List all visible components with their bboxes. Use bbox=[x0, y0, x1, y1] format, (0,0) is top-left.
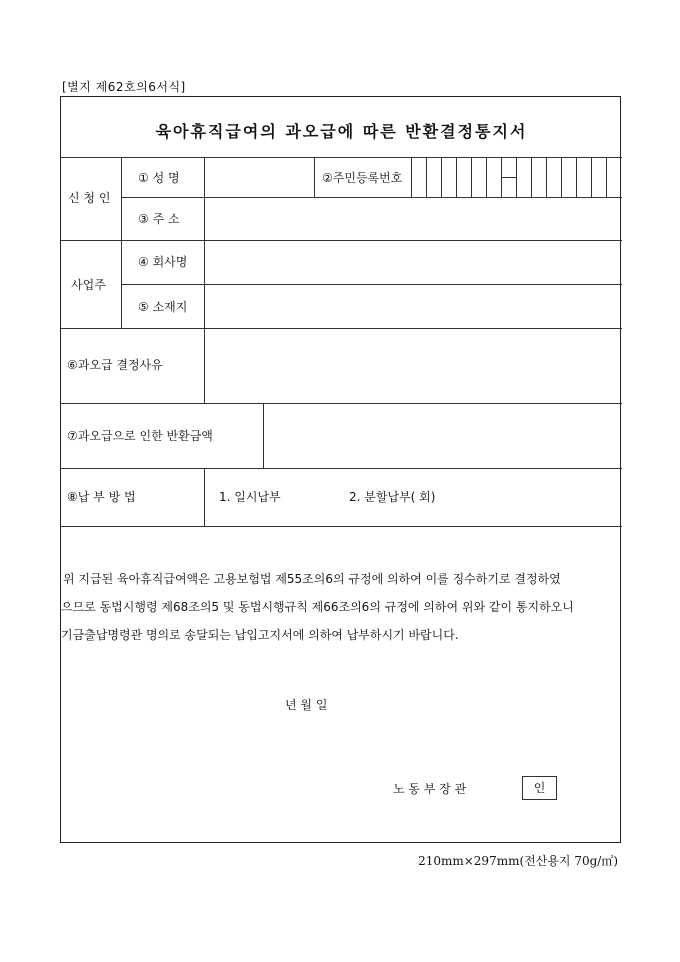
column-divider bbox=[263, 403, 264, 468]
notice-line-2: 으므로 동법시행령 제68조의5 및 동법시행규칙 제66조의6의 규정에 의하여 위와 같이 통지하오니 bbox=[61, 600, 574, 614]
form-number-label: [별지 제62호의6서식] bbox=[62, 80, 186, 94]
form-title: 육아휴직급여의 과오급에 따른 반환결정통지서 bbox=[155, 122, 528, 141]
row-divider bbox=[61, 468, 622, 469]
applicant-group-label: 신 청 인 bbox=[68, 191, 111, 205]
notice-line-1: 위 지급된 육아휴직급여액은 고용보험법 제55조의6의 규정에 의하여 이를 징수하기로 결정하였 bbox=[63, 572, 561, 586]
column-divider bbox=[204, 468, 205, 526]
refund-amount-label: ⑦과오급으로 인한 반환금액 bbox=[67, 429, 213, 443]
column-divider bbox=[204, 328, 205, 403]
row-divider bbox=[61, 403, 622, 404]
notice-form bbox=[60, 96, 621, 843]
overpayment-reason-label: ⑥과오급 결정사유 bbox=[67, 358, 163, 372]
row-divider bbox=[61, 526, 622, 527]
row-divider bbox=[61, 240, 622, 241]
notice-line-3: 기금출납명령관 명의로 송달되는 납입고지서에 의하여 납부하시기 바랍니다. bbox=[61, 628, 459, 642]
rrn-dash bbox=[501, 177, 516, 178]
paper-size-note: 210mm×297mm(전산용지 70g/㎡) bbox=[418, 854, 618, 868]
row-divider bbox=[121, 197, 622, 198]
payment-method-label: ⑧납 부 방 법 bbox=[67, 490, 136, 504]
row-divider bbox=[61, 328, 622, 329]
row-divider bbox=[121, 284, 622, 285]
column-divider bbox=[204, 157, 205, 328]
payment-option-installment[interactable]: 2. 분할납부( 회) bbox=[349, 490, 436, 504]
company-label: ④ 회사명 bbox=[138, 255, 188, 269]
address-label: ③ 주 소 bbox=[138, 212, 180, 226]
name-label: ① 성 명 bbox=[138, 171, 180, 185]
column-divider bbox=[121, 157, 122, 328]
payment-option-lump-sum[interactable]: 1. 일시납부 bbox=[219, 490, 281, 504]
issuer-title: 노 동 부 장 관 bbox=[393, 782, 467, 796]
date-line: 년 월 일 bbox=[285, 698, 328, 712]
seal-box: 인 bbox=[522, 776, 557, 800]
employer-group-label: 사업주 bbox=[71, 278, 106, 292]
rrn-digit-boxes[interactable] bbox=[411, 157, 622, 197]
rrn-label: ②주민등록번호 bbox=[322, 171, 403, 185]
column-divider bbox=[314, 157, 315, 197]
location-label: ⑤ 소재지 bbox=[138, 300, 188, 314]
